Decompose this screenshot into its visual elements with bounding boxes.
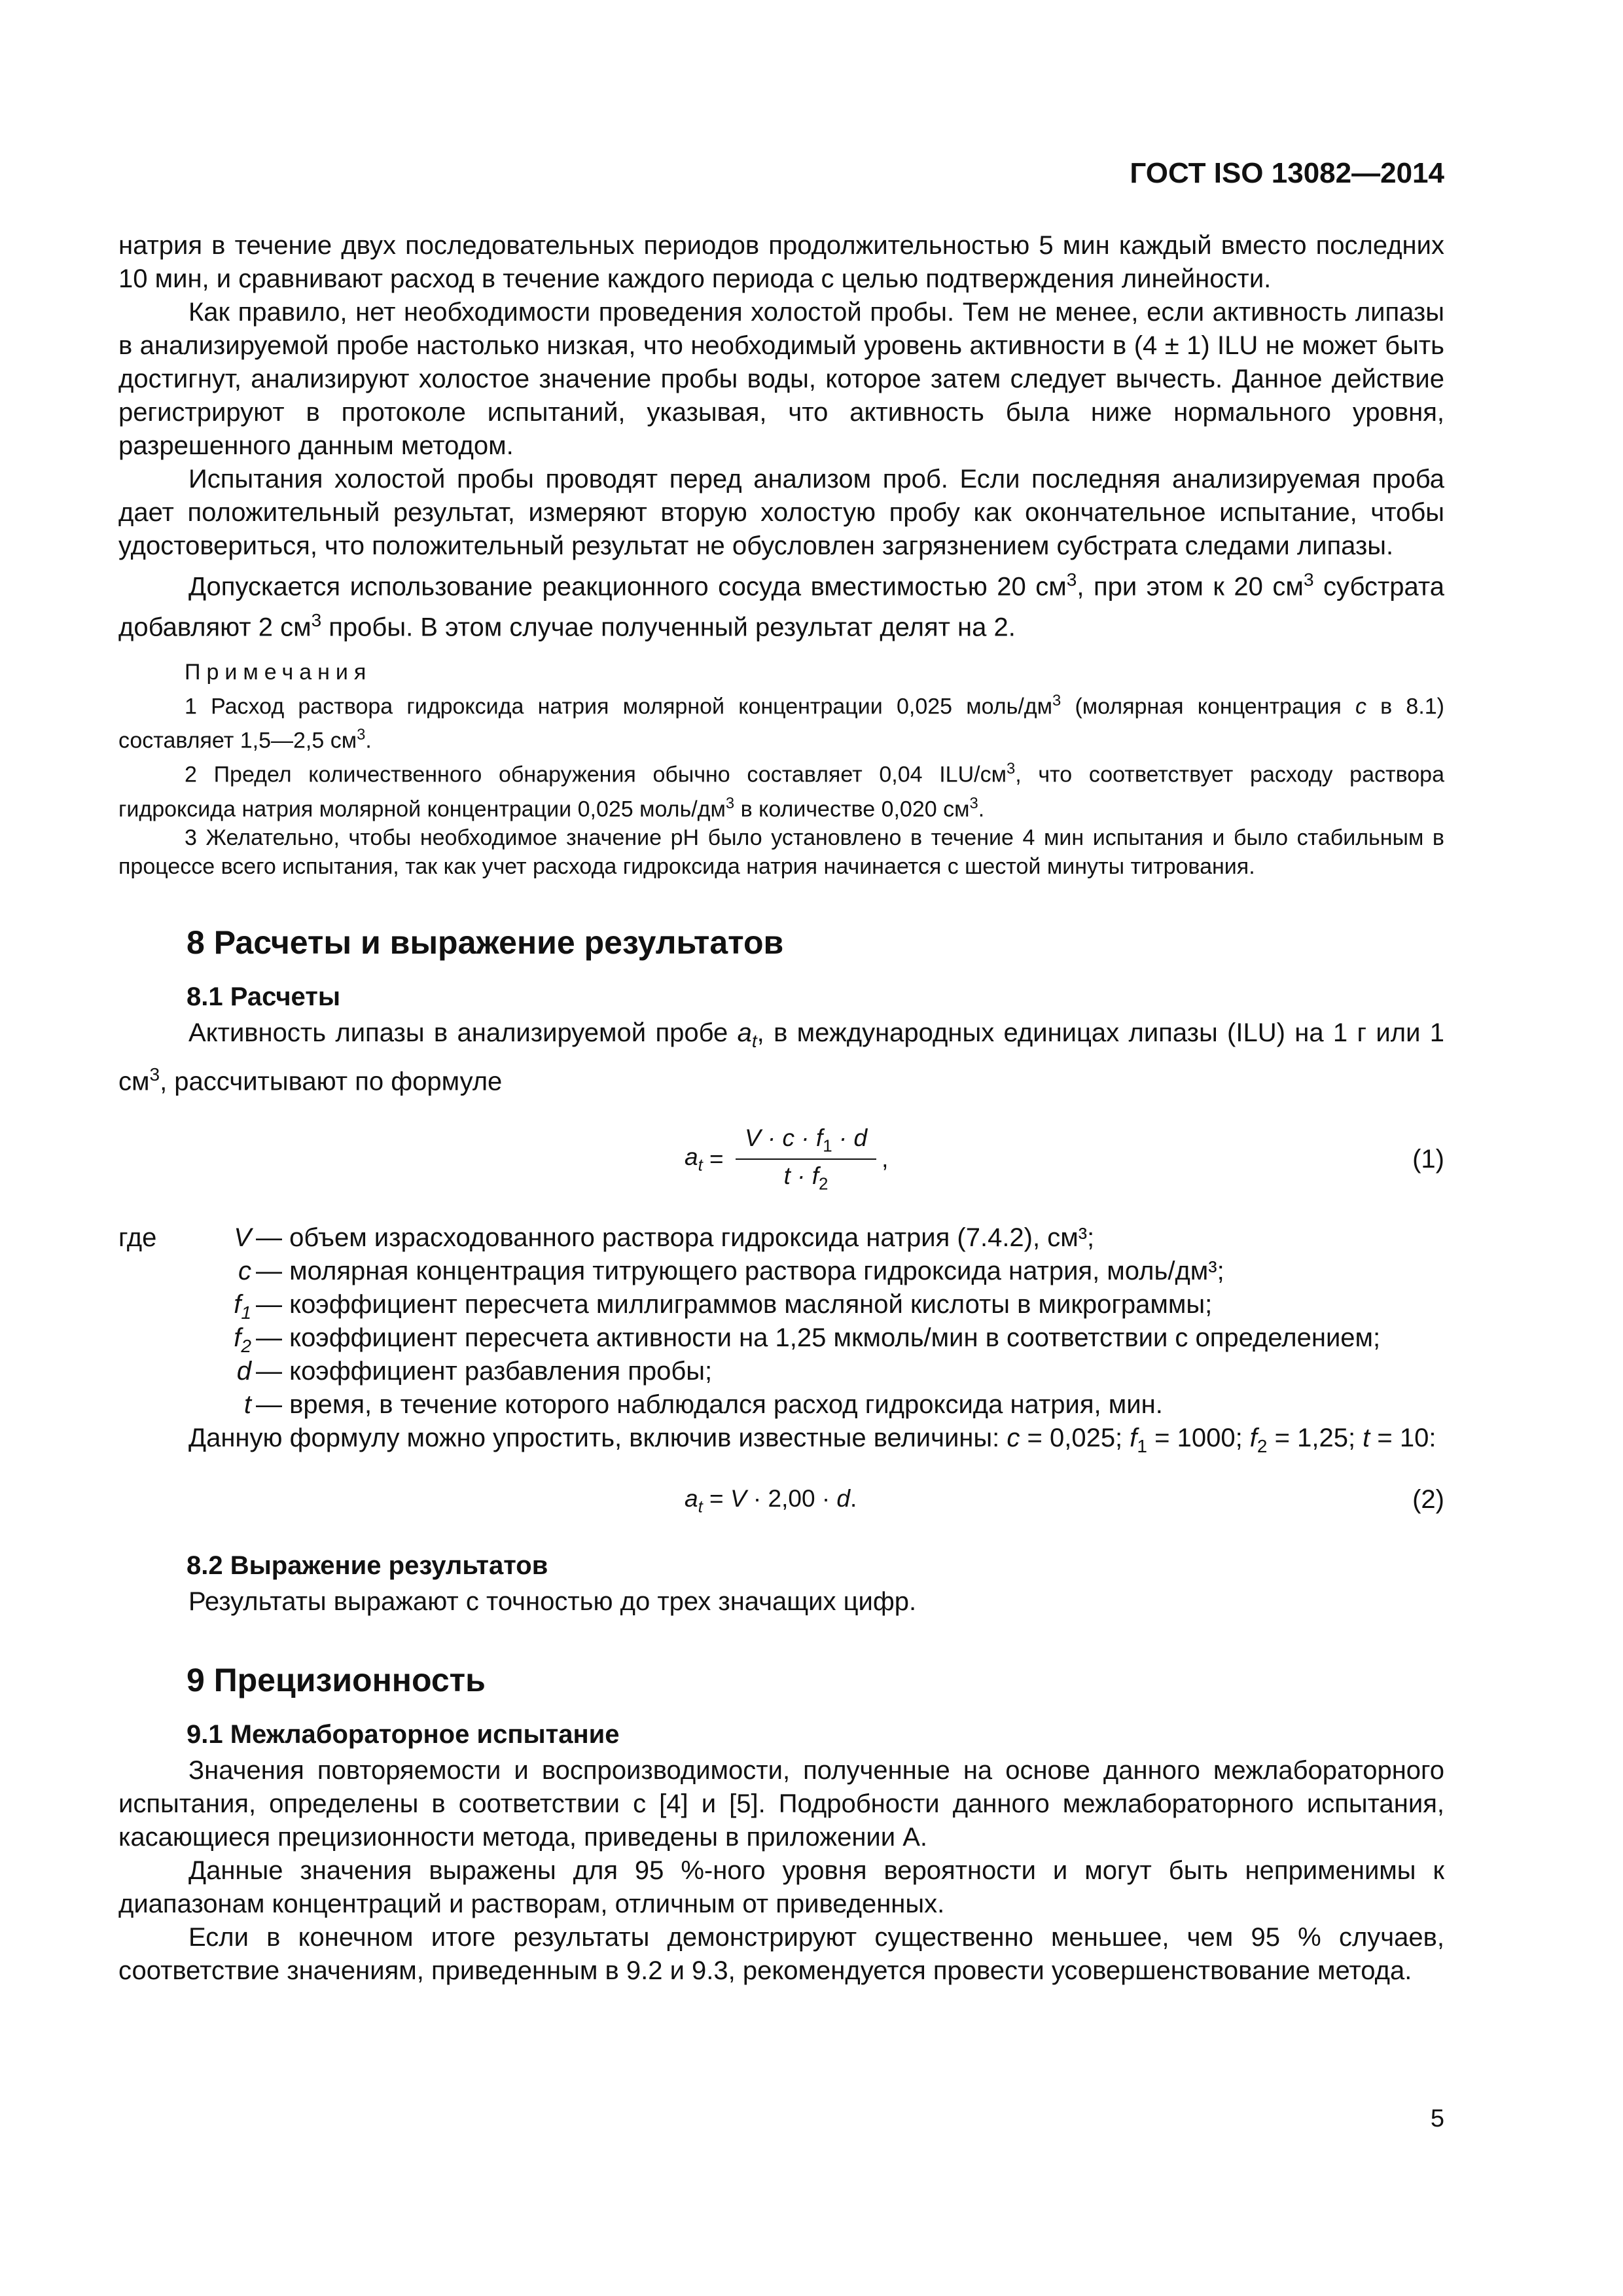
- subscript: t: [751, 1030, 757, 1051]
- variable-symbol: V: [234, 1223, 251, 1253]
- paragraph: Если в конечном итоге результаты демонстрируют существенно меньшее, чем 95 % случаев, соответствие значениям, приведенным в 9.2 и 9.3, рекомендуется провести усовершенствование метода.: [118, 1923, 1444, 1986]
- symbol: a: [737, 1018, 752, 1047]
- document-body: [118, 229, 1444, 1988]
- paragraph: Значения повторяемости и воспроизводимости, полученные на основе данного межлабораторного испытания, определены в соответствии с [4] и [5]. Подробности данного межлабораторного испытания, касающиеся прецизионности метода, приведены в приложении А.: [118, 1756, 1444, 1852]
- equation-number: (1): [1412, 1144, 1444, 1174]
- variable-description: — объем израсходованного раствора гидроксида натрия (7.4.2), см³;: [256, 1223, 1095, 1253]
- variable-definition: [118, 1321, 1444, 1355]
- subsection-9-1-heading: 9.1 Межлабораторное испытание: [187, 1720, 620, 1749]
- superscript: 3: [311, 610, 322, 631]
- text: , при этом к 20 см: [1077, 572, 1304, 601]
- variable-symbol: $f_1$: [234, 1290, 251, 1323]
- paragraph: Данные значения выражены для 95 %-ного уровня вероятности и могут быть неприменимы к диапазонам концентраций и растворам, отличным от приведенных.: [118, 1856, 1444, 1919]
- text: .: [365, 728, 372, 753]
- section-9-heading: 9 Прецизионность: [187, 1662, 486, 1699]
- paragraph-vessel: [118, 563, 1444, 645]
- variable-definition: [118, 1355, 1444, 1388]
- paragraph: Результаты выражают с точностью до трех значащих цифр.: [188, 1587, 917, 1617]
- formula-tail: ,: [882, 1145, 889, 1173]
- variable-symbol: c: [238, 1257, 251, 1286]
- superscript: 3: [1006, 760, 1016, 778]
- note-3: 3 Желательно, чтобы необходимое значение pH было установлено в течение 4 мин испытания и было стабильным в процессе всего испытания, так как учет расхода гидроксида натрия начинается с шестой минуты титрования.: [118, 825, 1444, 879]
- variable-definitions: [118, 1221, 1444, 1422]
- variable-definition: [118, 1221, 1444, 1255]
- variable-symbol: $f_2$: [234, 1323, 251, 1357]
- text: в количестве 0,020 см: [734, 796, 970, 821]
- variable-symbol: d: [236, 1357, 251, 1386]
- fraction: [736, 1124, 876, 1194]
- superscript: 3: [969, 794, 978, 812]
- note-2: [118, 755, 1444, 823]
- formula-2: [118, 1472, 1444, 1531]
- equation-number: (2): [1412, 1485, 1444, 1515]
- section-8-heading: 8 Расчеты и выражение результатов: [187, 924, 784, 961]
- subsection-8-1-heading: 8.1 Расчеты: [187, 982, 341, 1011]
- variable-symbol: t: [243, 1390, 251, 1420]
- variable-description: — молярная концентрация титрующего раствора гидроксида натрия, моль/дм³;: [256, 1257, 1224, 1286]
- text: , что соответствует расходу раствора гидроксида натрия молярной концентрации 0,025 моль/дм: [118, 762, 1444, 821]
- variable-definition: [118, 1388, 1444, 1422]
- text: пробы. В этом случае полученный результат делят на 2.: [321, 613, 1016, 642]
- text: .: [978, 796, 985, 821]
- denominator: $t \cdot f_2$: [783, 1162, 829, 1194]
- formula-lhs: $a_t$: [685, 1143, 703, 1175]
- text: субстрата добавляют 2 см: [118, 572, 1444, 642]
- text: (молярная концентрация: [1061, 693, 1355, 719]
- notes-title: Примечания: [185, 659, 372, 685]
- standard-designation: ГОСТ ISO 13082—2014: [1130, 157, 1444, 189]
- superscript: 3: [1303, 569, 1314, 590]
- paragraph: Как правило, нет необходимости проведения холостой пробы. Тем не менее, если активность липазы в анализируемой пробе настолько низкая, что необходимый уровень активности в (4 ± 1) ILU не может быть достигнут, анализируют холостое значение пробы воды, которое затем следует вычесть. Данное действие регистрируют в протоколе испытаний, указывая, что активность была ниже нормального уровня, разрешенного данным методом.: [118, 298, 1444, 460]
- paragraph: натрия в течение двух последовательных периодов продолжительностью 5 мин каждый вместо последних 10 мин, и сравнивают расход в течение каждого периода с целью подтверждения линейности.: [118, 231, 1444, 293]
- paragraph: Испытания холостой пробы проводят перед анализом проб. Если последняя анализируемая проба дает положительный результат, измеряют вторую холостую пробу как окончательное испытание, чтобы удостовериться, что положительный результат не обусловлен загрязнением субстрата следами липазы.: [118, 465, 1444, 560]
- variable-description: — коэффициент разбавления пробы;: [256, 1357, 713, 1386]
- text: 2 Предел количественного обнаружения обычно составляет 0,04 ILU/см: [185, 762, 1007, 787]
- subsection-8-2-heading: 8.2 Выражение результатов: [187, 1551, 548, 1581]
- superscript: 3: [149, 1064, 160, 1085]
- superscript: 3: [1052, 691, 1061, 709]
- variable-description: — время, в течение которого наблюдался расход гидроксида натрия, мин.: [256, 1390, 1163, 1420]
- superscript: 3: [357, 725, 366, 744]
- note-1: [118, 687, 1444, 755]
- page-number: 5: [1430, 2105, 1444, 2132]
- text: Допускается использование реакционного сосуда вместимостью 20 см: [188, 572, 1067, 601]
- text: в 8.1) составляет 1,5—2,5 см: [118, 693, 1444, 753]
- formula-1: [118, 1110, 1444, 1208]
- variable-definition: [118, 1288, 1444, 1321]
- text: , в международных единицах липазы (ILU) на 1 г или 1 см: [118, 1018, 1444, 1096]
- notes-block: [118, 658, 1444, 881]
- equals-sign: =: [702, 1145, 730, 1173]
- superscript: 3: [725, 794, 735, 812]
- text: , рассчитывают по формуле: [160, 1067, 503, 1096]
- text: 1 Расход раствора гидроксида натрия молярной концентрации 0,025 моль/дм: [185, 693, 1052, 719]
- formula-expression: [685, 1110, 888, 1208]
- formula-expression: $a_t = V \cdot 2,00 \cdot d$.: [685, 1485, 857, 1516]
- variable-definition: [118, 1255, 1444, 1288]
- numerator: $V \cdot c \cdot f_1 \cdot d$: [736, 1124, 876, 1160]
- variable-description: — коэффициент пересчета активности на 1,25 мкмоль/мин в соответствии с определением;: [256, 1323, 1381, 1353]
- paragraph-simplify: Данную формулу можно упростить, включив известные величины: c = 0,025; $f_1 = 1000$; $f_2 = 1,25$; t = 10:: [188, 1424, 1436, 1457]
- superscript: 3: [1066, 569, 1077, 590]
- paragraph-calc: [118, 1016, 1444, 1098]
- symbol: c: [1355, 693, 1366, 719]
- text: Активность липазы в анализируемой пробе: [188, 1018, 738, 1047]
- variable-description: — коэффициент пересчета миллиграммов масляной кислоты в микрограммы;: [256, 1290, 1213, 1319]
- where-word: где: [118, 1223, 157, 1253]
